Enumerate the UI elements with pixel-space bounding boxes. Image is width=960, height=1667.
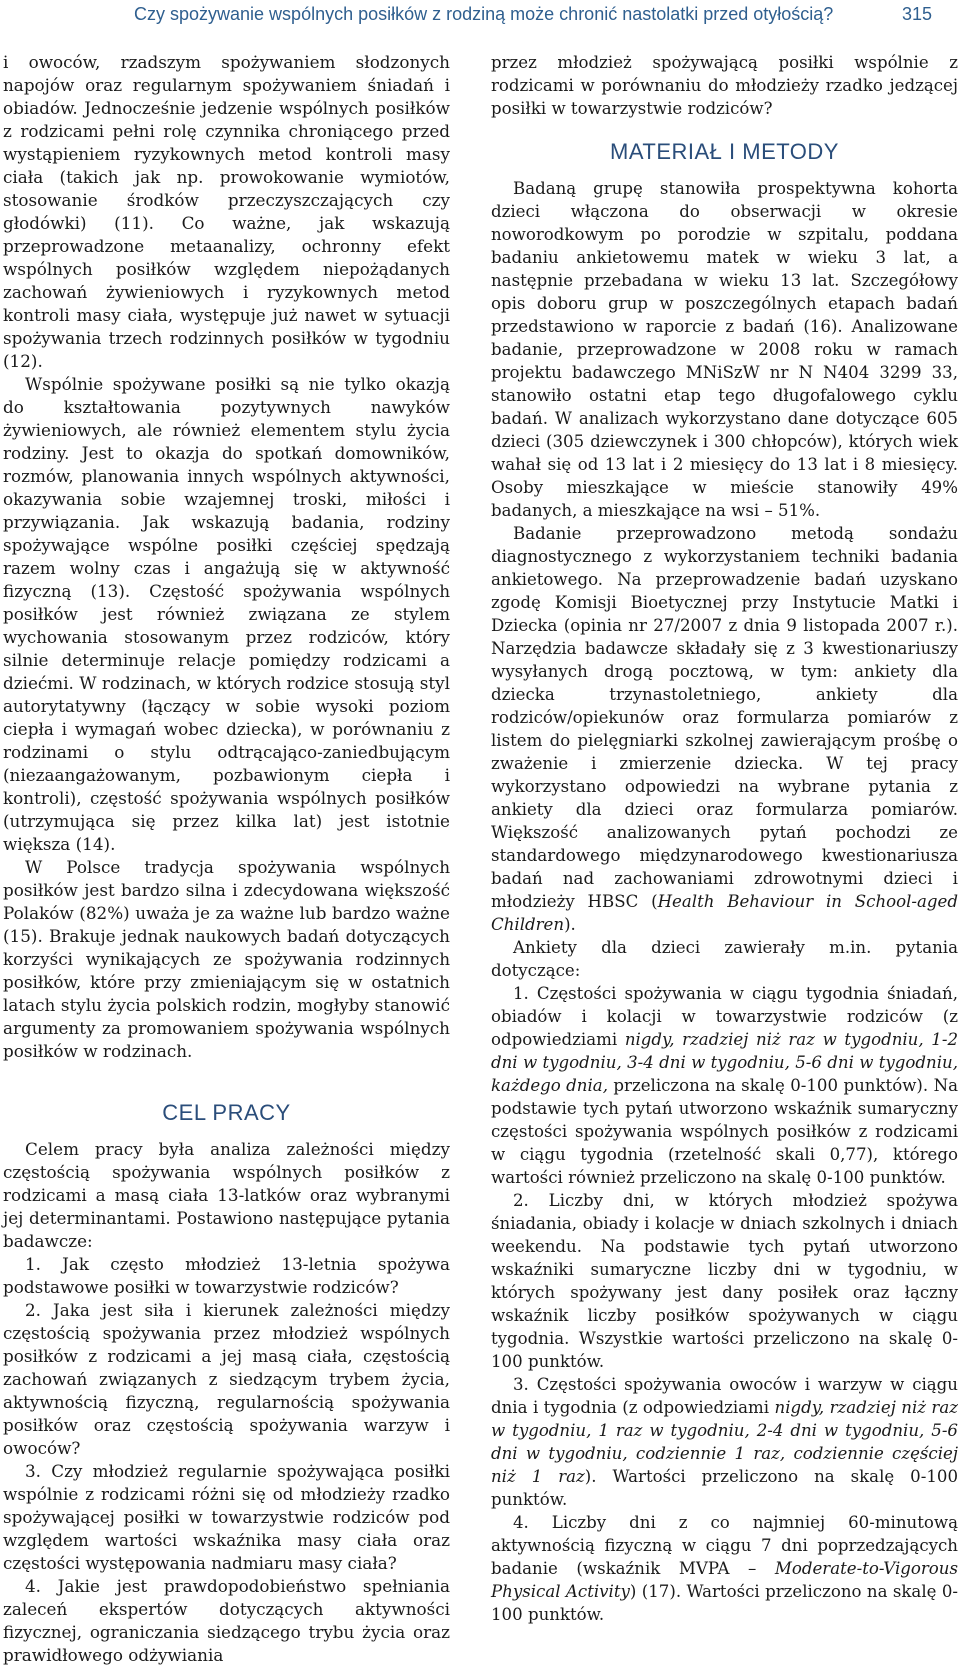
text-run: 4. Liczby dni z co najmniej 60-minutową aktywnością fizyczną w ciągu 7 dni poprzedzających badanie (wskaźnik MVPA – — [491, 1513, 958, 1578]
paragraph: i owoców, rzadszym spożywaniem słodzonych napojów oraz regularnym spożywaniem śniadań i obiadów. Jednocześnie jedzenie wspólnych posiłków z rodzicami pełni rolę czynnika chroniącego przed wystąpieniem ryzykownych metod kontroli masy ciała (takich jak np. prowokowanie wymiotów, stosowanie środków przeczyszczających czy głodówki) (11). Co ważne, jak wskazują przeprowadzone metaanalizy, ochronny efekt wspólnych posiłków względem niepożądanych zachowań żywieniowych i ryzykownych metod kontroli masy ciała, występuje już nawet w sytuacji spożywania trzech rodzinnych posiłków w tygodniu (12). — [3, 52, 450, 371]
paragraph — [491, 522, 958, 936]
paragraph: przez młodzież spożywającą posiłki wspólnie z rodzicami w porównaniu do młodzieży rzadko jedzącej posiłki w towarzystwie rodziców? — [491, 53, 958, 118]
research-question: 4. Jakie jest prawdopodobieństwo spełniania zaleceń ekspertów dotyczących aktywności fizycznej, ograniczania siedzącego trybu życia oraz prawidłowego odżywiania — [3, 1576, 450, 1665]
right-column — [491, 51, 958, 1626]
text-run: ) (17). Wartości przeliczono na skalę 0-100 punktów. — [491, 1582, 958, 1624]
paragraph: Wspólnie spożywane posiłki są nie tylko okazją do kształtowania pozytywnych nawyków żywieniowych, ale również elementem stylu życia rodziny. Jest to okazja do spotkań domowników, rozmów, planowania innych wspólnych aktywności, okazywania sobie wzajemnej troski, miłości i przywiązania. Jak wskazują badania, rodziny spożywające wspólne posiłki częściej spędzają razem wolny czas i angażują się w aktywność fizyczną (13). Częstość spożywania wspólnych posiłków jest również związana ze stylem wychowania stosowanym przez rodziców, który silnie determinuje relacje pomiędzy rodzicami a dziećmi. W rodzinach, w których rodzice stosują styl autorytatywny (łączący w sobie wysoki poziom ciepła i wymagań wobec dziecka), w porównaniu z rodzinami o stylu odtrącająco-zaniedbującym (niezaangażowanym, pozbawionym ciepła i kontroli), częstość spożywania wspólnych posiłków (utrzymująca się przez kilka lat) jest istotnie większa (14). — [3, 374, 450, 854]
italic-text: nigdy, rzadziej niż raz w tygodniu, 1-2 dni w tygodniu, 3-4 dni w tygodniu, 5-6 dni w tygodniu, każdego dnia, — [491, 1030, 959, 1095]
text-run: ). — [564, 915, 576, 934]
list-item — [491, 1373, 958, 1511]
list-item: 2. Liczby dni, w których młodzież spożywa śniadania, obiady i kolacje w dniach szkolnych i dniach weekendu. Na podstawie tych pytań utworzono wskaźniki sumaryczne liczby dni w tygodniu, w których spożywany jest dany posiłek oraz łączny wskaźnik liczby posiłków spożywanych w ciągu tygodnia. Wszystkie wartości przeliczono na skalę 0-100 punktów. — [491, 1191, 958, 1371]
running-header — [0, 0, 960, 30]
text-run: 3. Częstości spożywania owoców i warzyw w ciągu dnia i tygodnia (z odpowiedziami — [491, 1375, 958, 1417]
text-run: 1. Częstości spożywania w ciągu tygodnia śniadań, obiadów i kolacji w towarzystwie rodziców (z odpowiedziami — [491, 984, 958, 1049]
section-heading-material-i-metody: MATERIAŁ I METODY — [610, 139, 839, 164]
running-title: Czy spożywanie wspólnych posiłków z rodziną może chronić nastolatki przed otyłością? — [134, 4, 834, 24]
left-column — [3, 51, 450, 1667]
paragraph: Ankiety dla dzieci zawierały m.in. pytania dotyczące: — [491, 938, 958, 980]
list-item — [491, 982, 958, 1189]
italic-text: Health Behaviour in School-aged Children — [491, 892, 958, 934]
text-run: Badanie przeprowadzono metodą sondażu diagnostycznego z wykorzystaniem techniki badania ankietowego. Na przeprowadzenie badań uzyskano zgodę Komisji Bioetycznej przy Instytucie Matki i Dziecka (opinia nr 27/2007 z dnia 9 listopada 2007 r.). Narzędzia badawcze składały się z 3 kwestionariuszy wysyłanych drogą pocztową, w tym: ankiety dla dziecka trzynastoletniego, ankiety dla rodziców/opiekunów oraz formularza pomiarów z listem do pielęgniarki szkolnej zawierającym prośbę o zważenie i zmierzenie dziecka. W tej pracy wykorzystano odpowiedzi na wybrane pytania z ankiety dla dzieci oraz formularza pomiarów. Większość analizowanych pytań pochodzi ze standardowego międzynarodowego kwestionariusza badań nad zachowaniami zdrowotnymi dzieci i młodzieży HBSC ( — [491, 524, 958, 911]
research-question: 1. Jak często młodzież 13-letnia spożywa podstawowe posiłki w towarzystwie rodziców? — [3, 1254, 450, 1297]
paragraph: Celem pracy była analiza zależności między częstością spożywania wspólnych posiłków z rodzicami a masą ciała 13-latków oraz wybranymi jej determinantami. Postawiono następujące pytania badawcze: — [3, 1139, 450, 1251]
list-item — [491, 1511, 958, 1626]
paragraph: W Polsce tradycja spożywania wspólnych posiłków jest bardzo silna i zdecydowana większość Polaków (82%) uważa je za ważne lub bardzo ważne (15). Brakuje jednak naukowych badań dotyczących korzyści wynikających ze spożywania rodzinnych posiłków, które przy zmieniającym się w ostatnich latach stylu życia polskich rodzin, mogłyby stanowić argumenty za promowaniem spożywania wspólnych posiłków w rodzinach. — [3, 857, 450, 1061]
text-run: ). Wartości przeliczono na skalę 0-100 punktów. — [491, 1467, 959, 1509]
text-run: przeliczona na skalę 0-100 punktów). Na podstawie tych pytań utworzono wskaźnik sumaryczny częstości spożywania wspólnych posiłków z rodzicami w ciągu tygodnia (rzetelność skali 0,77), którego wartości również przeliczono na skalę 0-100 punktów. — [491, 1076, 958, 1187]
italic-text: nigdy, rzadziej niż raz w tygodniu, 1 raz w tygodniu, 2-4 dni w tygodniu, 5-6 dni w tygodniu, codziennie 1 raz, codziennie częściej niż 1 raz — [491, 1398, 958, 1486]
italic-text: Moderate-to-Vigorous Physical Activity — [491, 1559, 958, 1601]
page-number: 315 — [901, 4, 932, 24]
section-heading-cel-pracy: CEL PRACY — [162, 1100, 291, 1125]
paragraph: Badaną grupę stanowiła prospektywna kohorta dzieci włączona do obserwacji w okresie noworodkowym po porodzie w szpitalu, poddana badaniu ankietowemu matek w wieku 3 lat, a następnie przebadana w wieku 13 lat. Szczegółowy opis doboru grup w poszczególnych etapach badań przedstawiono w raporcie z badań (16). Analizowane badanie, przeprowadzone w 2008 roku w ramach projektu badawczego MNiSzW nr N N404 3299 33, stanowiło ostatni etap tego długofalowego cyklu badań. W analizach wykorzystano dane dotyczące 605 dzieci (305 dziewczynek i 300 chłopców), których wiek wahał się od 13 lat i 2 miesięcy do 13 lat i 8 miesięcy. Osoby mieszkające w mieście stanowiły 49% badanych, a mieszkające na wsi – 51%. — [491, 179, 958, 520]
research-question: 2. Jaka jest siła i kierunek zależności między częstością spożywania przez młodzież wspólnych posiłków z rodzicami a jej masą ciała, częstością zachowań związanych z siedzącym trybem życia, aktywnością fizyczną, regularnością spożywania posiłków oraz częstością spożywania warzyw i owoców? — [3, 1300, 450, 1458]
research-question: 3. Czy młodzież regularnie spożywająca posiłki wspólnie z rodzicami różni się od młodzieży rzadko spożywającej posiłki w towarzystwie rodziców pod względem wartości wskaźnika masy ciała oraz częstości występowania nadmiaru masy ciała? — [3, 1461, 450, 1573]
